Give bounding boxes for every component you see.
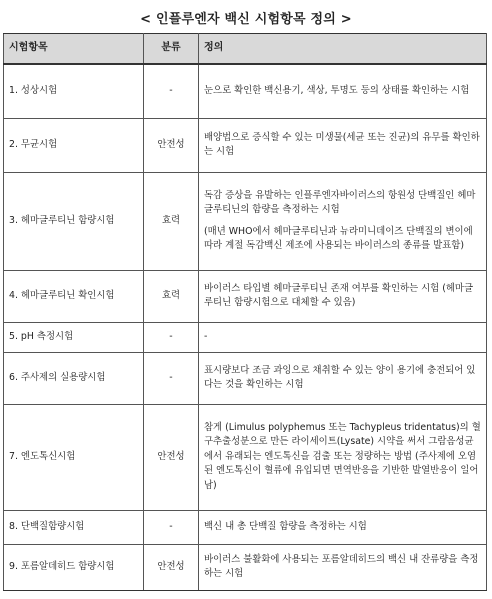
definition-text: 참게 (Limulus polyphemus 또는 Tachypleus tridentatus)의 혈구추출성분으로 만든 라이세이트(Lysate) 시약을 써서 그람음성균에서 유래되는 엔도톡신을 검출 또는 정량하는 방법 (주사제에 오염된 엔도톡신이 혈류에 유입되면 면역반응을 기반한 발열반응이 일어남): [204, 421, 481, 491]
row-category: 효력: [144, 172, 199, 270]
row-test-item: 8. 단백질함량시험: [4, 510, 144, 544]
header-category: 분류: [144, 34, 199, 65]
row-test-item: 2. 무균시험: [4, 118, 144, 172]
definition-text: 표시량보다 조금 과잉으로 채취할 수 있는 양이 용기에 충전되어 있다는 것을 확인하는 시험: [204, 364, 476, 390]
row-test-item: 3. 헤마글루티닌 함량시험: [4, 172, 144, 270]
row-definition: [199, 510, 487, 544]
row-test-item: 9. 포름알데히드 함량시험: [4, 544, 144, 590]
table-row: [4, 270, 487, 322]
row-test-item: 6. 주사제의 실용량시험: [4, 352, 144, 404]
row-definition: [199, 270, 487, 322]
row-definition: [199, 352, 487, 404]
header-definition: 정의: [199, 34, 487, 65]
definition-text: 눈으로 확인한 백신용기, 색상, 투명도 등의 상태를 확인하는 시험: [204, 85, 470, 96]
table-row: [4, 172, 487, 270]
row-definition: [199, 322, 487, 352]
table-row: [4, 322, 487, 352]
definition-text: 바이러스 불활화에 사용되는 포름알데히드의 백신 내 잔류량을 측정하는 시험: [204, 553, 479, 579]
row-category: -: [144, 322, 199, 352]
row-test-item: 4. 헤마글루티닌 확인시험: [4, 270, 144, 322]
table-row: [4, 352, 487, 404]
row-test-item: 5. pH 측정시험: [4, 322, 144, 352]
table-row: [4, 510, 487, 544]
table-row: [4, 404, 487, 510]
table-row: [4, 118, 487, 172]
row-category: -: [144, 510, 199, 544]
row-definition: [199, 64, 487, 118]
definition-text: 바이러스 타입별 헤마글루티닌 존재 여부를 확인하는 시험 (헤마글루티닌 함량시험으로 대체할 수 있음): [204, 282, 474, 308]
definition-text: 독감 증상을 유발하는 인플루엔자바이러스의 항원성 단백질인 헤마글루티닌의 함량을 측정하는 시험: [204, 189, 476, 215]
row-test-item: 1. 성상시험: [4, 64, 144, 118]
row-category: 안전성: [144, 118, 199, 172]
table-row: [4, 64, 487, 118]
definition-text: -: [204, 330, 208, 342]
row-test-item: 7. 엔도톡신시험: [4, 404, 144, 510]
definition-note: (매년 WHO에서 헤마글루티닌과 뉴라미니데이즈 단백질의 변이에 따라 계절 독감백신 제조에 사용되는 바이러스의 종류를 발표함): [204, 225, 473, 251]
row-category: 효력: [144, 270, 199, 322]
page-title: < 인플루엔자 백신 시험항목 정의 >: [140, 12, 352, 27]
row-category: 안전성: [144, 544, 199, 590]
row-definition: [199, 118, 487, 172]
table-row: [4, 544, 487, 590]
definition-text: 백신 내 총 단백질 함량을 측정하는 시험: [204, 520, 367, 532]
row-definition: [199, 404, 487, 510]
table-header-row: [4, 34, 487, 65]
row-definition: [199, 544, 487, 590]
row-category: 안전성: [144, 404, 199, 510]
row-definition: [199, 172, 487, 270]
header-test-item: 시험항목: [4, 34, 144, 65]
test-items-table: [3, 33, 487, 591]
definition-text: 배양법으로 증식할 수 있는 미생물(세균 또는 진균)의 유무를 확인하는 시험: [204, 131, 480, 157]
row-category: -: [144, 352, 199, 404]
row-category: -: [144, 64, 199, 118]
